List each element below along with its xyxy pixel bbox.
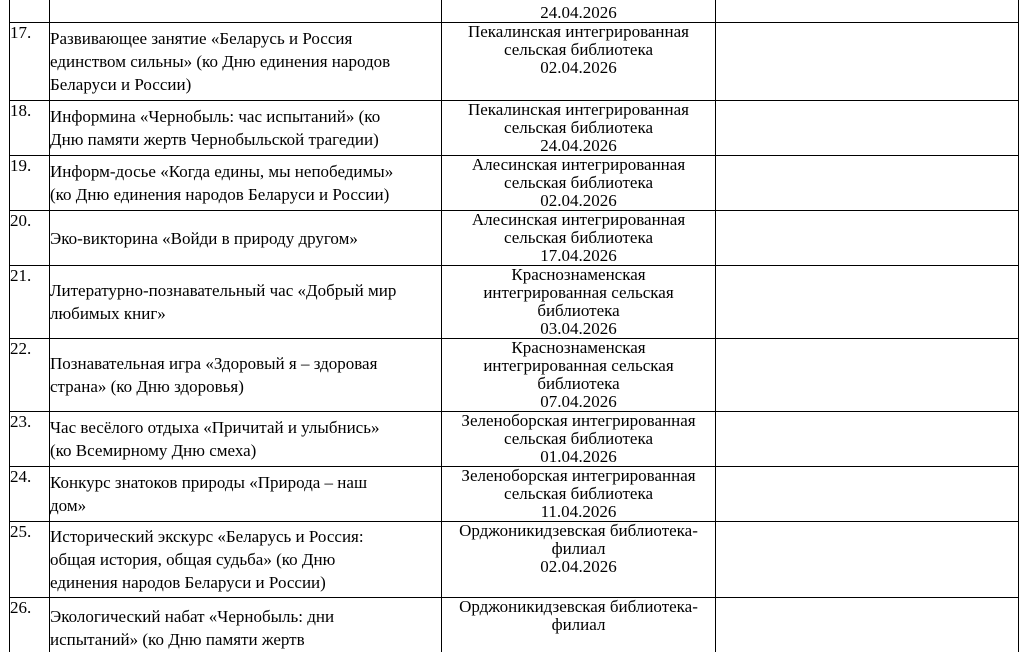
place-line: Пекалинская интегрированная: [467, 22, 689, 41]
event-name-line: дом»: [50, 496, 87, 515]
place-line: Краснознаменская: [511, 338, 646, 357]
cell-note: [716, 101, 1019, 156]
cell-event-name: [50, 266, 442, 339]
table-row: [10, 23, 1019, 101]
cell-place-date: [442, 101, 716, 156]
event-name-line: Литературно-познавательный час «Добрый мир: [50, 281, 397, 300]
place-line: Орджоникидзевская библиотека-: [459, 521, 698, 540]
event-name-line: Конкурс знатоков природы «Природа – наш: [50, 473, 368, 492]
cell-place-date: [442, 339, 716, 412]
place-line: 24.04.2026: [540, 3, 617, 22]
event-name-line: Дню памяти жертв Чернобыльской трагедии): [50, 130, 379, 149]
cell-note: [716, 211, 1019, 266]
event-name-line: единения народов Беларуси и России): [50, 573, 326, 592]
cell-number: 24.: [10, 467, 50, 522]
cell-number: 18.: [10, 101, 50, 156]
cell-number: [10, 0, 50, 23]
cell-place-date: [442, 522, 716, 598]
cell-event-name: [50, 467, 442, 522]
event-name-line: общая история, общая судьба» (ко Дню: [50, 550, 336, 569]
place-line: Орджоникидзевская библиотека-: [459, 597, 698, 616]
table-row: [10, 156, 1019, 211]
table-row: [10, 412, 1019, 467]
cell-note: [716, 156, 1019, 211]
event-name-line: любимых книг»: [50, 304, 166, 323]
cell-place-date: [442, 412, 716, 467]
place-line: интегрированная сельская: [483, 283, 674, 302]
table-row: [10, 339, 1019, 412]
table-row: [10, 266, 1019, 339]
place-line: сельская библиотека: [503, 40, 654, 59]
cell-number: 19.: [10, 156, 50, 211]
event-name-line: Эко-викторина «Войди в природу другом»: [50, 228, 358, 248]
events-table: [9, 0, 1019, 652]
cell-place-date: [442, 211, 716, 266]
cell-note: [716, 0, 1019, 23]
table-row: [10, 522, 1019, 598]
place-line: сельская библиотека: [503, 484, 654, 503]
cell-event-name: [50, 598, 442, 652]
table-row: [10, 467, 1019, 522]
place-line: филиал: [551, 539, 606, 558]
table-row-fragment: [10, 0, 1019, 23]
place-line: Алесинская интегрированная: [471, 210, 686, 229]
cell-note: [716, 23, 1019, 101]
place-line: интегрированная сельская: [483, 356, 674, 375]
place-line: сельская библиотека: [503, 228, 654, 247]
table-row: [10, 101, 1019, 156]
place-line: 07.04.2026: [540, 392, 617, 411]
event-name-line: Познавательная игра «Здоровый я – здоровая: [50, 354, 378, 373]
cell-event-name: [50, 522, 442, 598]
cell-event-name: [50, 156, 442, 211]
cell-note: [716, 522, 1019, 598]
event-name-line: (ко Всемирному Дню смеха): [50, 441, 257, 460]
event-name-line: Информина «Чернобыль: час испытаний» (ко: [50, 107, 381, 126]
place-line: сельская библиотека: [503, 429, 654, 448]
cell-number: 20.: [10, 211, 50, 266]
cell-number: 26.: [10, 598, 50, 652]
cell-number: 25.: [10, 522, 50, 598]
place-line: 02.04.2026: [540, 557, 617, 576]
cell-place-date: [442, 467, 716, 522]
place-line: 11.04.2026: [540, 502, 617, 521]
cell-event-name: [50, 339, 442, 412]
place-line: Алесинская интегрированная: [471, 155, 686, 174]
place-line: филиал: [551, 615, 606, 634]
cell-number: 21.: [10, 266, 50, 339]
cell-note: [716, 339, 1019, 412]
event-name-line: Экологический набат «Чернобыль: дни: [50, 606, 335, 626]
cell-place-date: [442, 23, 716, 101]
place-line: 24.04.2026: [540, 136, 617, 155]
event-name-line: единством сильны» (ко Дню единения народов: [50, 52, 391, 71]
cell-event-name: [50, 23, 442, 101]
cell-place-date: [442, 156, 716, 211]
cell-number: 22.: [10, 339, 50, 412]
place-line: библиотека: [537, 301, 620, 320]
cell-place-date: [442, 266, 716, 339]
place-line: 02.04.2026: [540, 191, 617, 210]
cell-note: [716, 266, 1019, 339]
place-line: Зеленоборская интегрированная: [461, 411, 696, 430]
place-line: 17.04.2026: [540, 246, 617, 265]
place-line: 01.04.2026: [540, 447, 617, 466]
place-line: сельская библиотека: [503, 118, 654, 137]
cell-event-name: [50, 101, 442, 156]
cell-number: 17.: [10, 23, 50, 101]
place-line: 03.04.2026: [540, 319, 617, 338]
place-line: 02.04.2026: [540, 58, 617, 77]
table-row: [10, 598, 1019, 652]
cell-event-name: [50, 412, 442, 467]
place-line: библиотека: [537, 374, 620, 393]
place-line: Зеленоборская интегрированная: [461, 466, 696, 485]
cell-event-name: [50, 0, 442, 23]
event-name-line: Развивающее занятие «Беларусь и Россия: [50, 29, 353, 48]
cell-place-date: [442, 0, 716, 23]
cell-event-name: [50, 211, 442, 266]
event-name-line: Час весёлого отдыха «Причитай и улыбнись»: [50, 418, 380, 437]
cell-note: [716, 598, 1019, 652]
event-name-line: Исторический экскурс «Беларусь и Россия:: [50, 527, 364, 546]
cell-place-date: [442, 598, 716, 652]
place-line: сельская библиотека: [503, 173, 654, 192]
cell-number: 23.: [10, 412, 50, 467]
table-row: [10, 211, 1019, 266]
cell-note: [716, 412, 1019, 467]
event-name-line: страна» (ко Дню здоровья): [50, 377, 244, 396]
place-line: Пекалинская интегрированная: [467, 100, 689, 119]
event-name-line: (ко Дню единения народов Беларуси и России): [50, 185, 390, 204]
event-name-line: Информ-досье «Когда едины, мы непобедимы»: [50, 162, 394, 181]
event-name-line: испытаний» (ко Дню памяти жертв: [50, 629, 305, 649]
cell-note: [716, 467, 1019, 522]
event-name-line: Беларуси и России): [50, 75, 192, 94]
place-line: Краснознаменская: [511, 265, 646, 284]
